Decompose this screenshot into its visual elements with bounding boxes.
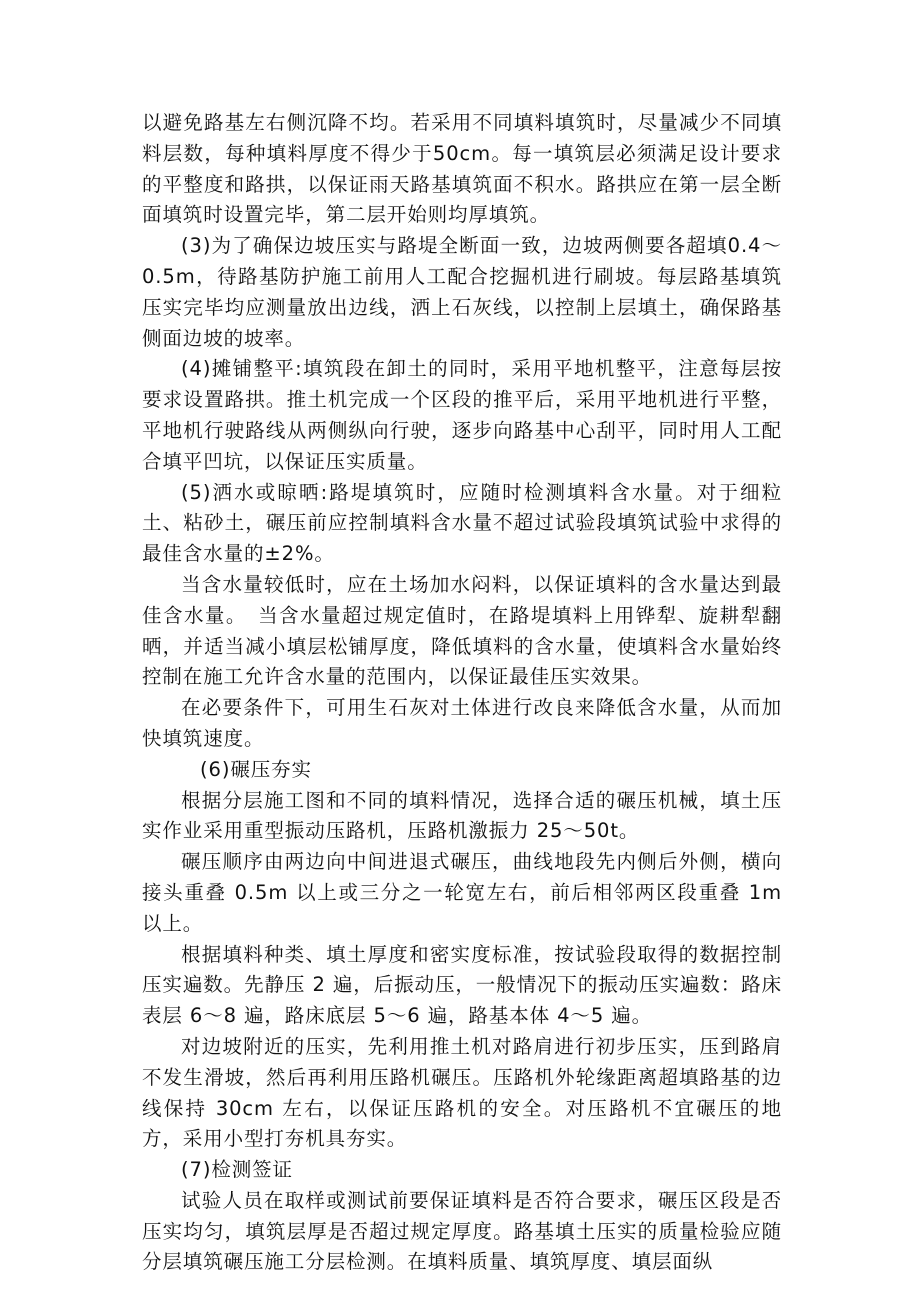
paragraph-watering-drying: (5)洒水或晾晒:路堤填筑时，应随时检测填料含水量。对于细粒土、粘砂土，碾压前应控制填料含水量不超过试验段填筑试验中求得的最佳含水量的±2%。 <box>142 480 782 566</box>
paragraph-slope-compaction: 对边坡附近的压实，先利用推土机对路肩进行初步压实，压到路肩不发生滑坡，然后再利用压路机碾压。压路机外轮缘距离超填路基的边线保持 30cm 左右，以保证压路机的安全。对压路机不宜碾压的地方，采用小型打夯机具夯实。 <box>142 1034 782 1151</box>
paragraph-moisture-control: 当含水量较低时，应在土场加水闷料，以保证填料的含水量达到最佳含水量。 当含水量超过规定值时，在路堤填料上用铧犁、旋耕犁翻晒，并适当减小填层松铺厚度，降低填料的含水量，使填料含水量始终控制在施工允许含水量的范围内，以保证最佳压实效果。 <box>142 572 782 689</box>
paragraph-quicklime: 在必要条件下，可用生石灰对土体进行改良来降低含水量，从而加快填筑速度。 <box>142 696 782 750</box>
paragraph-spreading-leveling: (4)摊铺整平:填筑段在卸土的同时，采用平地机整平，注意每层按要求设置路拱。推土机完成一个区段的推平后，采用平地机进行平整，平地机行驶路线从两侧纵向行驶，逐步向路基中心刮平，同时用人工配合填平凹坑，以保证压实质量。 <box>142 357 782 473</box>
heading-inspection: (7)检测签证 <box>181 1158 293 1182</box>
paragraph-rolling-order: 碾压顺序由两边向中间进退式碾压，曲线地段先内侧后外侧，横向接头重叠 0.5m 以上或三分之一轮宽左右，前后相邻两区段重叠 1m 以上。 <box>142 850 782 935</box>
paragraph-continuation: 以避免路基左右侧沉降不均。若采用不同填料填筑时，尽量减少不同填料层数，每种填料厚度不得少于50cm。每一填筑层必须满足设计要求的平整度和路拱，以保证雨天路基填筑面不积水。路拱应在第一层全断面填筑时设置完毕，第二层开始则均厚填筑。 <box>142 111 782 227</box>
document-page <box>142 108 782 1278</box>
heading-compaction: (6)碾压夯实 <box>200 757 312 781</box>
paragraph-roller-selection: 根据分层施工图和不同的填料情况，选择合适的碾压机械，填土压实作业采用重型振动压路机，压路机激振力 25～50t。 <box>142 788 782 843</box>
paragraph-inspection: 试验人员在取样或测试前要保证填料是否符合要求，碾压区段是否压实均匀，填筑层厚是否超过规定厚度。路基填土压实的质量检验应随分层填筑碾压施工分层检测。在填料质量、填筑厚度、填层面纵 <box>142 1188 782 1274</box>
paragraph-slope-overfill: (3)为了确保边坡压实与路堤全断面一致，边坡两侧要各超填0.4～0.5m，待路基防护施工前用人工配合挖掘机进行刷坡。每层路基填筑压实完毕均应测量放出边线，洒上石灰线，以控制上层填土，确保路基侧面边坡的坡率。 <box>142 234 782 350</box>
paragraph-pass-count: 根据填料种类、填土厚度和密实度标准，按试验段取得的数据控制压实遍数。先静压 2 遍，后振动压，一般情况下的振动压实遍数：路床表层 6～8 遍，路床底层 5～6 遍，路基本体 4～5 遍。 <box>142 942 782 1028</box>
